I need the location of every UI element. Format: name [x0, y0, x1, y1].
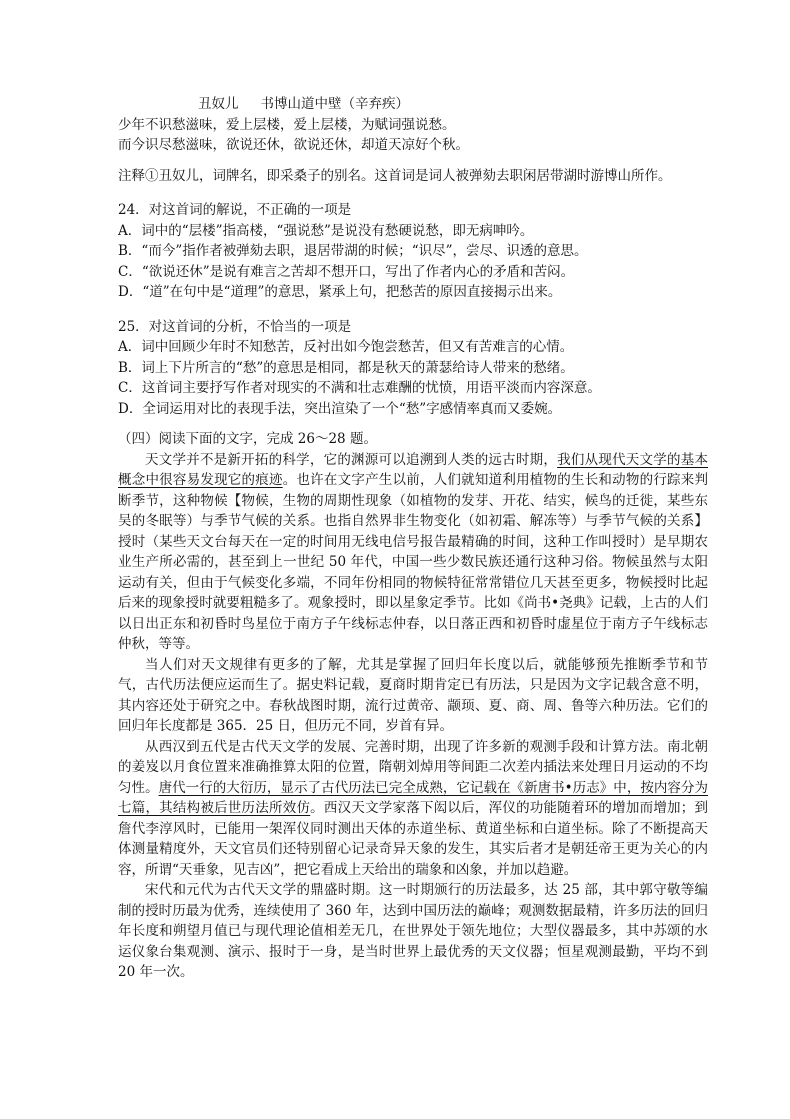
question-25-option-d: D．全词运用对比的表现手法，突出渲染了一个“愁”字感情率真而又委婉。 — [118, 400, 562, 417]
passage-p3-underlined: 唐代一行的大衍历，显示了古代历法已完全成熟，它记载在《新唐书•历志》中，按内容分为七篇，其结构被后世历法所效仿 — [118, 779, 708, 816]
passage-paragraph-1 — [118, 450, 708, 655]
passage-paragraph-4: 宋代和元代为古代天文学的鼎盛时期。这一时期颁行的历法最多，达 25 部，其中郭守敬等编制的授时历最为优秀，连续使用了 360 年，达到中国历法的巅峰；观测数据最精，许多历法的回归年长度和朔望月值已与现代理论值相差无几，在世界处于领先地位；大型仪器最多，其中苏颂的水运仪象台集观测、演示、报时于一身，是当时世界上最优秀的天文仪器；恒星观测最勤，平均不到 20 年一次。 — [118, 882, 708, 980]
passage-paragraph-3 — [118, 737, 708, 881]
poem-line-1: 少年不识愁滋味，爱上层楼，爱上层楼，为赋词强说愁。 — [118, 116, 456, 133]
poem-title-subject: 书博山道中壁（辛弃疾） — [260, 96, 409, 112]
question-24-option-d: D．“道”在句中是“道理”的意思，紧承上句，把愁苦的原因直接揭示出来。 — [118, 284, 562, 300]
question-24-option-a: A．词中的“层楼”指高楼，“强说愁”是说没有愁硬说愁，即无病呻吟。 — [118, 222, 534, 239]
question-25-option-b: B．词上下片所言的“愁”的意思是相同，都是秋天的萧瑟给诗人带来的愁绪。 — [118, 359, 574, 376]
poem-line-2: 而今识尽愁滋味，欲说还休，欲说还休，却道天凉好个秋。 — [118, 137, 469, 153]
poem-title — [118, 94, 708, 115]
poem-note: 注释①丑奴儿，词牌名，即采桑子的别名。这首词是词人被弹劾去职闲居带湖时游博山所作。 — [118, 167, 672, 184]
question-25-option-a: A．词中回顾少年时不知愁苦，反衬出如今饱尝愁苦，但又有苦难言的心情。 — [118, 339, 574, 355]
poem-title-tune: 丑奴儿 — [198, 96, 239, 112]
passage-paragraph-2: 当人们对天文规律有更多的了解，尤其是掌握了回归年长度以后，就能够预先推断季节和节气，古代历法便应运而生了。据史料记载，夏商时期肯定已有历法，只是因为文字记载含意不明，其内容还处于研究之中。春秋战图时期，流行过黄帝、颛顼、夏、商、周、鲁等六种历法。它们的回归年长度都是 365．25 日，但历元不同，岁首有异。 — [118, 656, 708, 734]
question-24-option-b: B．“而今”指作者被弹劾去职，退居带湖的时候；“识尽”，尝尽、识透的意思。 — [118, 243, 588, 259]
question-25-option-c: C．这首词主要抒写作者对现实的不满和壮志难酬的忧愤，用语平淡而内容深意。 — [118, 380, 601, 396]
document-page — [118, 94, 708, 983]
passage-p1-text-b: 。也许在文字产生以前，人们就知道利用植物的生长和动物的行踪来判断季节，这种物候【物候，生物的周期性现象（如植物的发芽、开花、结实，候鸟的迁徙，某些东吴的冬眠等）与季节气候的关系。也指自然界非生物变化（如初霜、解冻等）与季节气候的关系】授时（某些天文台每天在一定的时间用无线电信号报告最精确的时间，这种工作叫授时）是早期农业生产所必需的，甚至到上一世纪 50 年代，中国一些少数民族还通行这种习俗。物候虽然与太阳运动有关，但由于气候变化多端，不同年份相同的物候特征常常错位几天甚至更多，物候授时比起后来的现象授时就要粗糙多了。观象授时，即以星象定季节。比如《尚书•尧典》记载，上古的人们以日出正东和初昏时鸟星位于南方子午线标志仲春，以日落正西和初昏时虚星位于南方子午线标志仲秋，等等。 — [118, 472, 709, 652]
section-4-heading: （四）阅读下面的文字，完成 26～28 题。 — [118, 431, 377, 447]
passage-p3-text-a: 从西汉到五代是古代天文学的发展、完善时期，出现了许多新的观测手段和计算方法。南北朝的姜岌以月食位置来准确推算太阳的位置，隋朝刘焯用等间距二次差内插法来处理日月运动的不均匀性。 — [118, 738, 708, 796]
question-24-stem: 24．对这首词的解说，不正确的一项是 — [118, 202, 352, 218]
passage-p1-underlined: 我们从现代天文学的基本概念中很容易发现它的痕迹 — [118, 451, 709, 488]
passage-p3-text-b: 。西汉天文学家落下闳以后，浑仪的功能随着环的增加而增加；到詹代李淳风时，已能用一架浑仪同时测出天体的赤道坐标、黄道坐标和白道坐标。除了不断提高天体测量精度外，天文官员们还特别留心记录奇异天象的发生，其实后者才是朝廷帝王更为关心的内容，所谓“天垂象，见吉凶”，把它看成上天给出的瑞象和凶象，并加以趋避。 — [118, 800, 709, 878]
passage-p1-text-a: 天文学并不是新开拓的科学，它的渊源可以追溯到人类的远古时期， — [145, 451, 558, 468]
question-24-option-c: C．“欲说还休”是说有难言之苦却不想开口，写出了作者内心的矛盾和苦闷。 — [118, 263, 575, 280]
question-25-stem: 25．对这首词的分析，不恰当的一项是 — [118, 318, 352, 335]
